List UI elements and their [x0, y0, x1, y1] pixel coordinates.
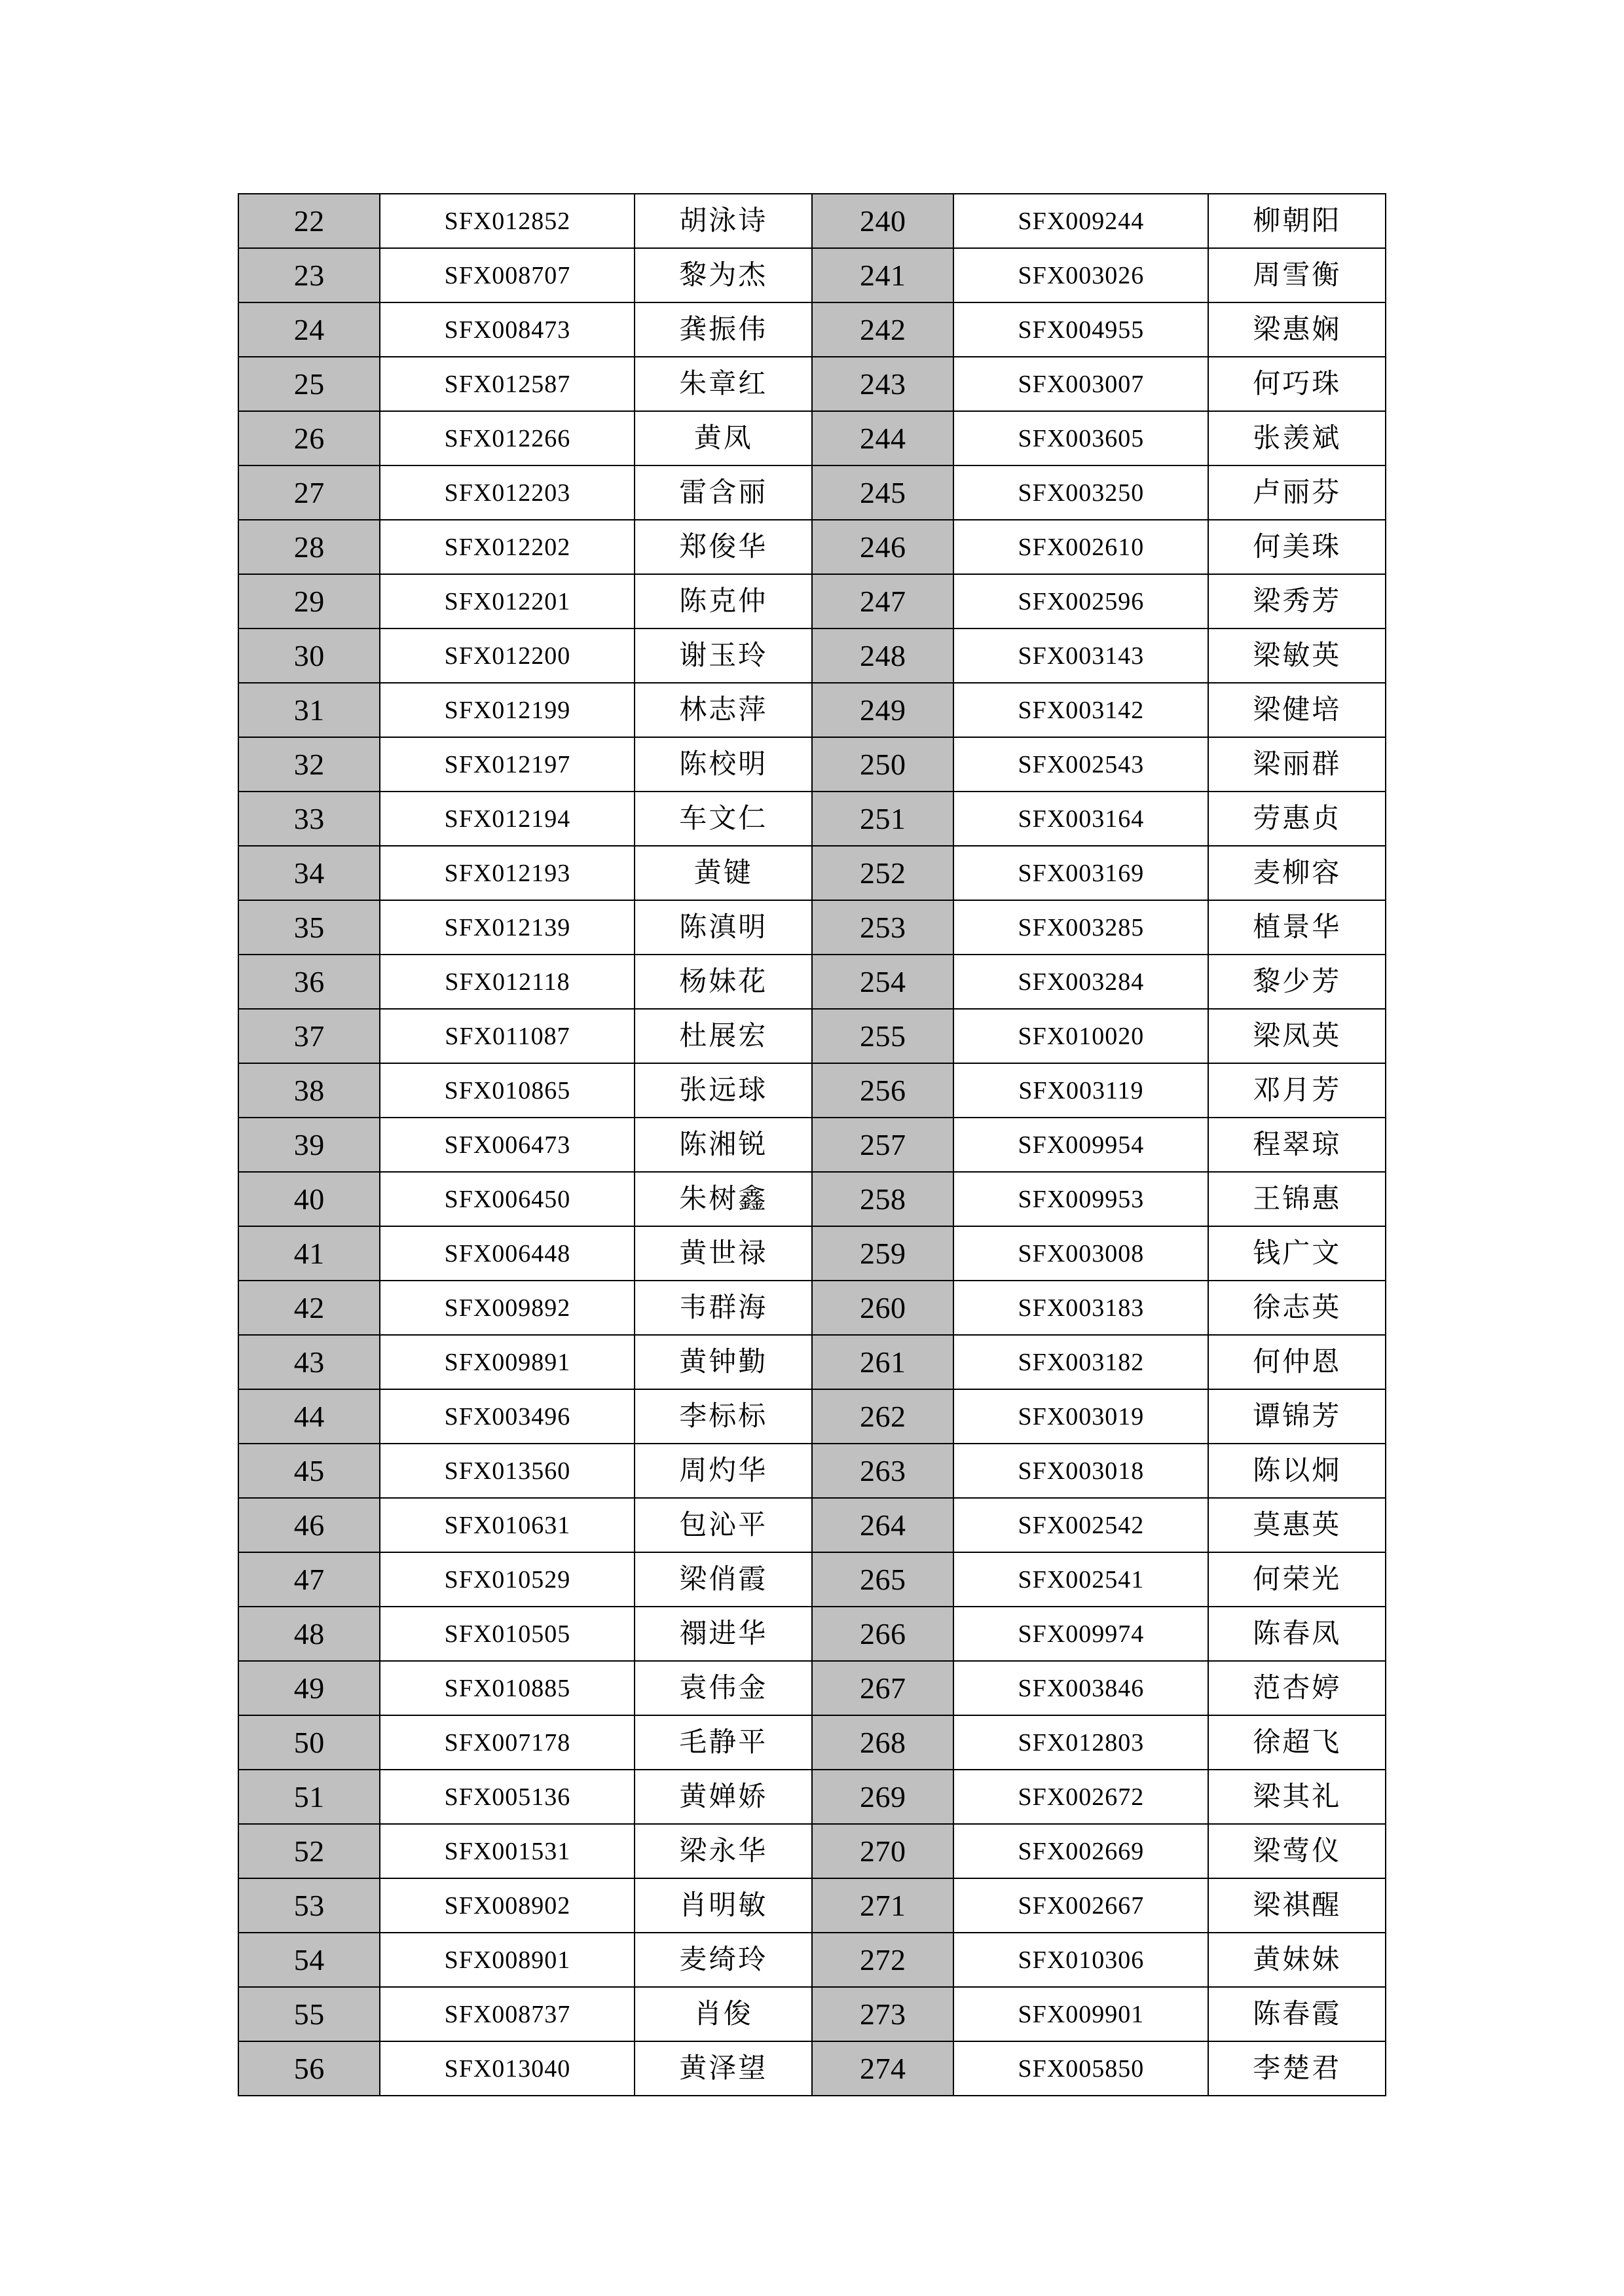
left-index-cell: 29	[238, 574, 380, 629]
left-index-cell: 22	[238, 194, 380, 248]
right-code-cell: SFX003164	[953, 792, 1208, 846]
left-code-cell: SFX010505	[380, 1607, 635, 1661]
right-name-cell: 植景华	[1208, 900, 1386, 955]
right-index-cell: 254	[812, 955, 953, 1009]
right-code-cell: SFX009974	[953, 1607, 1208, 1661]
left-index-cell: 28	[238, 520, 380, 574]
right-name-cell: 梁惠娴	[1208, 302, 1386, 357]
right-code-cell: SFX003605	[953, 411, 1208, 465]
left-code-cell: SFX012139	[380, 900, 635, 955]
right-code-cell: SFX003026	[953, 248, 1208, 302]
right-code-cell: SFX002543	[953, 737, 1208, 792]
table-row	[238, 411, 1386, 465]
left-code-cell: SFX011087	[380, 1009, 635, 1063]
right-code-cell: SFX003182	[953, 1335, 1208, 1389]
left-code-cell: SFX012266	[380, 411, 635, 465]
right-code-cell: SFX003018	[953, 1444, 1208, 1498]
right-name-cell: 何仲恩	[1208, 1335, 1386, 1389]
right-index-cell: 269	[812, 1770, 953, 1824]
right-name-cell: 何美珠	[1208, 520, 1386, 574]
right-index-cell: 273	[812, 1987, 953, 2041]
left-index-cell: 30	[238, 629, 380, 683]
right-name-cell: 麦柳容	[1208, 846, 1386, 900]
right-name-cell: 梁祺醒	[1208, 1878, 1386, 1933]
left-code-cell: SFX012203	[380, 465, 635, 520]
right-code-cell: SFX003285	[953, 900, 1208, 955]
right-name-cell: 谭锦芳	[1208, 1389, 1386, 1444]
left-code-cell: SFX008902	[380, 1878, 635, 1933]
right-index-cell: 274	[812, 2041, 953, 2096]
right-index-cell: 260	[812, 1281, 953, 1335]
left-code-cell: SFX006450	[380, 1172, 635, 1226]
table-row	[238, 1063, 1386, 1118]
right-index-cell: 265	[812, 1552, 953, 1607]
right-code-cell: SFX002669	[953, 1824, 1208, 1878]
left-index-cell: 23	[238, 248, 380, 302]
right-index-cell: 264	[812, 1498, 953, 1552]
right-code-cell: SFX010020	[953, 1009, 1208, 1063]
right-name-cell: 梁敏英	[1208, 629, 1386, 683]
right-index-cell: 249	[812, 683, 953, 737]
left-code-cell: SFX003496	[380, 1389, 635, 1444]
table-row	[238, 1661, 1386, 1715]
left-code-cell: SFX010631	[380, 1498, 635, 1552]
right-code-cell: SFX003250	[953, 465, 1208, 520]
left-name-cell: 陈克仲	[635, 574, 812, 629]
left-name-cell: 车文仁	[635, 792, 812, 846]
right-index-cell: 242	[812, 302, 953, 357]
left-name-cell: 袁伟金	[635, 1661, 812, 1715]
table-row	[238, 1281, 1386, 1335]
left-name-cell: 龚振伟	[635, 302, 812, 357]
left-index-cell: 47	[238, 1552, 380, 1607]
right-code-cell: SFX009954	[953, 1118, 1208, 1172]
left-code-cell: SFX009892	[380, 1281, 635, 1335]
right-code-cell: SFX012803	[953, 1715, 1208, 1770]
right-name-cell: 李楚君	[1208, 2041, 1386, 2096]
right-name-cell: 陈以炯	[1208, 1444, 1386, 1498]
table-row	[238, 900, 1386, 955]
left-index-cell: 56	[238, 2041, 380, 2096]
right-name-cell: 梁丽群	[1208, 737, 1386, 792]
left-code-cell: SFX007178	[380, 1715, 635, 1770]
right-index-cell: 241	[812, 248, 953, 302]
left-code-cell: SFX012193	[380, 846, 635, 900]
left-code-cell: SFX013560	[380, 1444, 635, 1498]
right-index-cell: 240	[812, 194, 953, 248]
table-row	[238, 520, 1386, 574]
table-row	[238, 1878, 1386, 1933]
table-row	[238, 1770, 1386, 1824]
left-code-cell: SFX005136	[380, 1770, 635, 1824]
left-name-cell: 张远球	[635, 1063, 812, 1118]
table-row	[238, 194, 1386, 248]
right-name-cell: 程翠琼	[1208, 1118, 1386, 1172]
left-code-cell: SFX006473	[380, 1118, 635, 1172]
left-index-cell: 31	[238, 683, 380, 737]
right-name-cell: 邓月芳	[1208, 1063, 1386, 1118]
right-index-cell: 272	[812, 1933, 953, 1987]
left-name-cell: 朱章红	[635, 357, 812, 411]
left-code-cell: SFX012852	[380, 194, 635, 248]
table-row	[238, 1498, 1386, 1552]
left-code-cell: SFX008737	[380, 1987, 635, 2041]
table-row	[238, 1552, 1386, 1607]
right-code-cell: SFX002541	[953, 1552, 1208, 1607]
left-index-cell: 55	[238, 1987, 380, 2041]
left-code-cell: SFX010865	[380, 1063, 635, 1118]
left-name-cell: 胡泳诗	[635, 194, 812, 248]
right-code-cell: SFX002610	[953, 520, 1208, 574]
left-code-cell: SFX010885	[380, 1661, 635, 1715]
left-code-cell: SFX013040	[380, 2041, 635, 2096]
right-code-cell: SFX004955	[953, 302, 1208, 357]
left-index-cell: 53	[238, 1878, 380, 1933]
left-index-cell: 37	[238, 1009, 380, 1063]
right-index-cell: 271	[812, 1878, 953, 1933]
left-index-cell: 24	[238, 302, 380, 357]
left-code-cell: SFX001531	[380, 1824, 635, 1878]
table-row	[238, 792, 1386, 846]
table-row	[238, 1715, 1386, 1770]
left-code-cell: SFX012587	[380, 357, 635, 411]
left-name-cell: 肖明敏	[635, 1878, 812, 1933]
left-index-cell: 33	[238, 792, 380, 846]
left-index-cell: 52	[238, 1824, 380, 1878]
right-index-cell: 262	[812, 1389, 953, 1444]
left-name-cell: 麦绮玲	[635, 1933, 812, 1987]
left-name-cell: 郑俊华	[635, 520, 812, 574]
right-name-cell: 徐志英	[1208, 1281, 1386, 1335]
right-code-cell: SFX003143	[953, 629, 1208, 683]
left-index-cell: 45	[238, 1444, 380, 1498]
table-row	[238, 1335, 1386, 1389]
table-row	[238, 1009, 1386, 1063]
right-code-cell: SFX003008	[953, 1226, 1208, 1281]
left-name-cell: 毛静平	[635, 1715, 812, 1770]
right-index-cell: 270	[812, 1824, 953, 1878]
right-name-cell: 黎少芳	[1208, 955, 1386, 1009]
left-name-cell: 韦群海	[635, 1281, 812, 1335]
right-name-cell: 梁健培	[1208, 683, 1386, 737]
left-index-cell: 35	[238, 900, 380, 955]
right-name-cell: 何荣光	[1208, 1552, 1386, 1607]
table-row	[238, 737, 1386, 792]
table-row	[238, 1444, 1386, 1498]
left-code-cell: SFX012118	[380, 955, 635, 1009]
left-index-cell: 44	[238, 1389, 380, 1444]
right-name-cell: 黄妹妹	[1208, 1933, 1386, 1987]
right-code-cell: SFX009901	[953, 1987, 1208, 2041]
table-row	[238, 1987, 1386, 2041]
left-code-cell: SFX010529	[380, 1552, 635, 1607]
roster-table-body	[238, 194, 1386, 2096]
left-name-cell: 包沁平	[635, 1498, 812, 1552]
right-index-cell: 259	[812, 1226, 953, 1281]
right-name-cell: 王锦惠	[1208, 1172, 1386, 1226]
left-name-cell: 陈校明	[635, 737, 812, 792]
left-index-cell: 42	[238, 1281, 380, 1335]
right-name-cell: 梁莺仪	[1208, 1824, 1386, 1878]
table-row	[238, 629, 1386, 683]
table-row	[238, 1118, 1386, 1172]
right-name-cell: 劳惠贞	[1208, 792, 1386, 846]
left-name-cell: 杜展宏	[635, 1009, 812, 1063]
left-index-cell: 51	[238, 1770, 380, 1824]
left-code-cell: SFX008473	[380, 302, 635, 357]
right-name-cell: 钱广文	[1208, 1226, 1386, 1281]
right-code-cell: SFX003284	[953, 955, 1208, 1009]
table-row	[238, 302, 1386, 357]
right-code-cell: SFX003007	[953, 357, 1208, 411]
right-index-cell: 250	[812, 737, 953, 792]
right-index-cell: 268	[812, 1715, 953, 1770]
right-code-cell: SFX003142	[953, 683, 1208, 737]
left-index-cell: 54	[238, 1933, 380, 1987]
right-index-cell: 255	[812, 1009, 953, 1063]
right-code-cell: SFX002667	[953, 1878, 1208, 1933]
left-name-cell: 朱树鑫	[635, 1172, 812, 1226]
table-row	[238, 1933, 1386, 1987]
left-name-cell: 黄世禄	[635, 1226, 812, 1281]
left-index-cell: 46	[238, 1498, 380, 1552]
left-name-cell: 李标标	[635, 1389, 812, 1444]
table-row	[238, 1824, 1386, 1878]
right-code-cell: SFX003119	[953, 1063, 1208, 1118]
left-name-cell: 黄键	[635, 846, 812, 900]
right-code-cell: SFX003183	[953, 1281, 1208, 1335]
right-index-cell: 263	[812, 1444, 953, 1498]
left-name-cell: 黄婵娇	[635, 1770, 812, 1824]
right-index-cell: 244	[812, 411, 953, 465]
right-name-cell: 陈春霞	[1208, 1987, 1386, 2041]
right-index-cell: 243	[812, 357, 953, 411]
right-name-cell: 梁秀芳	[1208, 574, 1386, 629]
left-code-cell: SFX012201	[380, 574, 635, 629]
right-index-cell: 267	[812, 1661, 953, 1715]
left-name-cell: 林志萍	[635, 683, 812, 737]
left-name-cell: 陈湘锐	[635, 1118, 812, 1172]
table-row	[238, 1226, 1386, 1281]
left-code-cell: SFX012194	[380, 792, 635, 846]
table-row	[238, 357, 1386, 411]
left-code-cell: SFX008707	[380, 248, 635, 302]
table-row	[238, 846, 1386, 900]
right-code-cell: SFX002542	[953, 1498, 1208, 1552]
left-name-cell: 杨妹花	[635, 955, 812, 1009]
right-index-cell: 245	[812, 465, 953, 520]
right-code-cell: SFX003169	[953, 846, 1208, 900]
right-name-cell: 梁其礼	[1208, 1770, 1386, 1824]
table-row	[238, 683, 1386, 737]
right-name-cell: 梁凤英	[1208, 1009, 1386, 1063]
right-index-cell: 252	[812, 846, 953, 900]
left-index-cell: 36	[238, 955, 380, 1009]
table-row	[238, 248, 1386, 302]
left-name-cell: 黎为杰	[635, 248, 812, 302]
right-name-cell: 范杏婷	[1208, 1661, 1386, 1715]
left-name-cell: 梁永华	[635, 1824, 812, 1878]
table-row	[238, 1389, 1386, 1444]
left-name-cell: 谢玉玲	[635, 629, 812, 683]
right-index-cell: 247	[812, 574, 953, 629]
left-index-cell: 49	[238, 1661, 380, 1715]
left-code-cell: SFX009891	[380, 1335, 635, 1389]
right-code-cell: SFX005850	[953, 2041, 1208, 2096]
left-code-cell: SFX008901	[380, 1933, 635, 1987]
right-name-cell: 柳朝阳	[1208, 194, 1386, 248]
table-row	[238, 574, 1386, 629]
left-name-cell: 黄钟勤	[635, 1335, 812, 1389]
right-index-cell: 246	[812, 520, 953, 574]
right-name-cell: 卢丽芬	[1208, 465, 1386, 520]
right-code-cell: SFX010306	[953, 1933, 1208, 1987]
right-code-cell: SFX009953	[953, 1172, 1208, 1226]
left-index-cell: 26	[238, 411, 380, 465]
right-code-cell: SFX009244	[953, 194, 1208, 248]
left-name-cell: 梁俏霞	[635, 1552, 812, 1607]
left-code-cell: SFX012199	[380, 683, 635, 737]
table-row	[238, 465, 1386, 520]
right-code-cell: SFX002672	[953, 1770, 1208, 1824]
right-name-cell: 何巧珠	[1208, 357, 1386, 411]
right-index-cell: 248	[812, 629, 953, 683]
left-code-cell: SFX012202	[380, 520, 635, 574]
left-index-cell: 38	[238, 1063, 380, 1118]
right-index-cell: 266	[812, 1607, 953, 1661]
right-index-cell: 258	[812, 1172, 953, 1226]
left-name-cell: 周灼华	[635, 1444, 812, 1498]
left-index-cell: 34	[238, 846, 380, 900]
left-name-cell: 禤进华	[635, 1607, 812, 1661]
left-code-cell: SFX012197	[380, 737, 635, 792]
left-index-cell: 40	[238, 1172, 380, 1226]
right-code-cell: SFX003846	[953, 1661, 1208, 1715]
left-index-cell: 27	[238, 465, 380, 520]
right-name-cell: 徐超飞	[1208, 1715, 1386, 1770]
right-index-cell: 257	[812, 1118, 953, 1172]
left-name-cell: 肖俊	[635, 1987, 812, 2041]
table-row	[238, 1172, 1386, 1226]
left-index-cell: 32	[238, 737, 380, 792]
left-index-cell: 50	[238, 1715, 380, 1770]
table-row	[238, 955, 1386, 1009]
right-code-cell: SFX002596	[953, 574, 1208, 629]
right-name-cell: 张羡斌	[1208, 411, 1386, 465]
right-index-cell: 261	[812, 1335, 953, 1389]
left-index-cell: 25	[238, 357, 380, 411]
right-name-cell: 周雪衡	[1208, 248, 1386, 302]
left-index-cell: 48	[238, 1607, 380, 1661]
left-name-cell: 陈滇明	[635, 900, 812, 955]
roster-table-container	[238, 193, 1386, 2096]
left-code-cell: SFX006448	[380, 1226, 635, 1281]
table-row	[238, 2041, 1386, 2096]
right-name-cell: 陈春凤	[1208, 1607, 1386, 1661]
left-name-cell: 雷含丽	[635, 465, 812, 520]
right-index-cell: 253	[812, 900, 953, 955]
right-index-cell: 256	[812, 1063, 953, 1118]
left-index-cell: 39	[238, 1118, 380, 1172]
right-name-cell: 莫惠英	[1208, 1498, 1386, 1552]
left-index-cell: 43	[238, 1335, 380, 1389]
table-row	[238, 1607, 1386, 1661]
right-code-cell: SFX003019	[953, 1389, 1208, 1444]
left-index-cell: 41	[238, 1226, 380, 1281]
left-name-cell: 黄凤	[635, 411, 812, 465]
left-code-cell: SFX012200	[380, 629, 635, 683]
left-name-cell: 黄泽望	[635, 2041, 812, 2096]
roster-table	[238, 193, 1386, 2096]
right-index-cell: 251	[812, 792, 953, 846]
